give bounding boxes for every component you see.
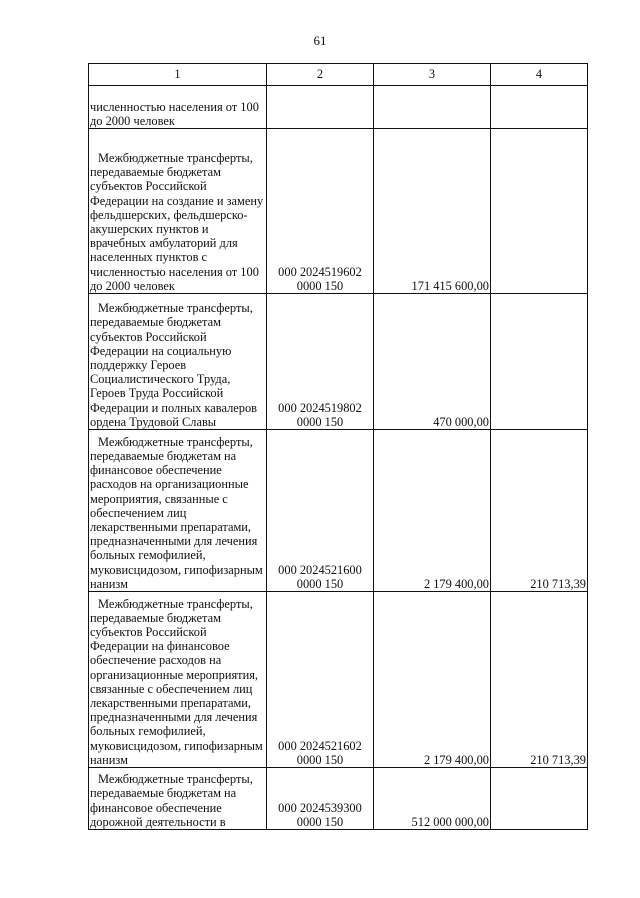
row-name-text: Межбюджетные трансферты, передаваемые бюджетам на финансовое обеспечение расходов на организационные мероприятия, связанные с обеспечением лиц лекарственными препаратами, предназначенными для лечения больных гемофилией, муковисцидозом, гипофизарным нанизм: [90, 434, 263, 591]
page-number: 61: [313, 33, 327, 48]
row-code: 000 2024521600 0000 150: [267, 430, 374, 592]
row-executed: [491, 294, 588, 430]
table-row: [89, 294, 588, 430]
row-name: [89, 592, 267, 768]
row-amount: 171 415 600,00: [374, 129, 491, 294]
row-amount: 512 000 000,00: [374, 768, 491, 830]
row-code: 000 2024519602 0000 150: [267, 129, 374, 294]
row-name-text: Межбюджетные трансферты, передаваемые бюджетам субъектов Российской Федерации на финансовое обеспечение расходов на организационные мероприятия, связанные с обеспечением лиц лекарственными препаратами, предназначенными для лечения больных гемофилией, муковисцидозом, гипофизарным нанизм: [90, 596, 263, 767]
row-name-text: Межбюджетные трансферты, передаваемые бюджетам субъектов Российской Федерации на создание и замену фельдшерских, фельдшерско- акушерских пунктов и врачебных амбулаторий для населенных пунктов с численностью населения от 100 до 2000 человек: [90, 150, 264, 293]
table-row: [89, 768, 588, 830]
row-name-text: Межбюджетные трансферты, передаваемые бюджетам на финансовое обеспечение дорожной деятельности в: [90, 772, 253, 829]
column-header: 1: [89, 64, 267, 86]
row-amount: 470 000,00: [374, 294, 491, 430]
column-header: 3: [374, 64, 491, 86]
row-amount: 2 179 400,00: [374, 592, 491, 768]
budget-table: [88, 63, 588, 830]
row-code: [267, 86, 374, 129]
row-code: 000 2024539300 0000 150: [267, 768, 374, 830]
row-name: [89, 768, 267, 830]
row-executed: [491, 129, 588, 294]
table-row: [89, 430, 588, 592]
row-name: численностью населения от 100 до 2000 человек: [89, 86, 267, 129]
row-name: [89, 129, 267, 294]
row-name: [89, 430, 267, 592]
column-header: 2: [267, 64, 374, 86]
table-row: [89, 86, 588, 129]
row-code: 000 2024519802 0000 150: [267, 294, 374, 430]
table-header-row: [89, 64, 588, 86]
row-code: 000 2024521602 0000 150: [267, 592, 374, 768]
row-name-text: Межбюджетные трансферты, передаваемые бюджетам субъектов Российской Федерации на социальную поддержку Героев Социалистического Труда, Героев Труда Российской Федерации и полных кавалеров ордена Трудовой Славы: [90, 301, 257, 429]
row-executed: [491, 86, 588, 129]
row-name: [89, 294, 267, 430]
table-row: [89, 129, 588, 294]
row-amount: [374, 86, 491, 129]
row-amount: 2 179 400,00: [374, 430, 491, 592]
row-executed: 210 713,39: [491, 430, 588, 592]
column-header: 4: [491, 64, 588, 86]
table-row: [89, 592, 588, 768]
row-executed: [491, 768, 588, 830]
row-executed: 210 713,39: [491, 592, 588, 768]
